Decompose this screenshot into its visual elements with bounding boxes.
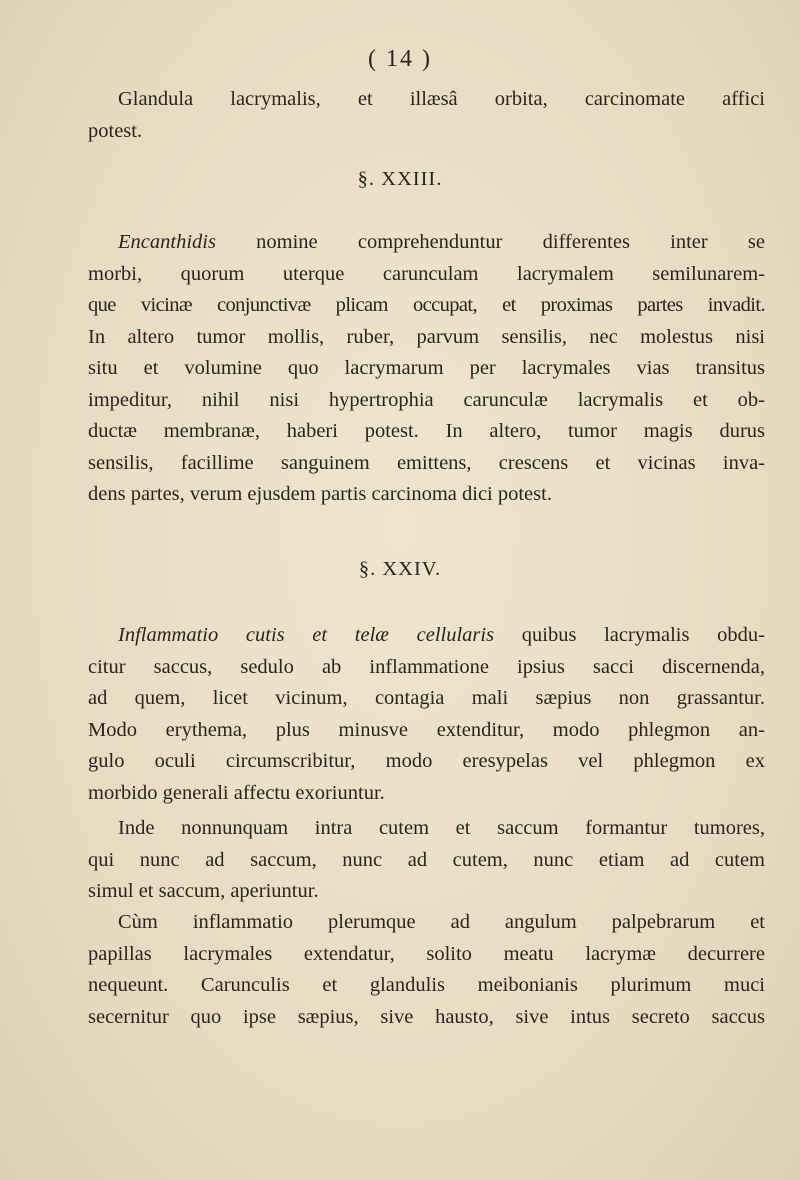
text-fragment: nomine comprehenduntur differentes inter se [215,231,765,253]
text-line: impeditur, nihil nisi hypertrophia carunculæ lacrymalis et ob- [88,388,765,411]
page-number: ( 14 ) [368,46,432,72]
text-line: ductæ membranæ, haberi potest. In altero, tumor magis durus [88,420,765,442]
intro-paragraph [88,84,765,147]
text-line: gulo oculi circumscribitur, modo eresypelas vel phlegmon ex [88,750,765,772]
text-line: qui nunc ad saccum, nunc ad cutem, nunc etiam ad cutem [88,848,765,871]
text-line: In altero tumor mollis, ruber, parvum sensilis, nec molestus nisi [88,325,765,348]
text-fragment: quibus lacrymalis obdu- [494,624,765,646]
text-line [88,227,765,259]
text-line: sensilis, facillime sanguinem emittens, crescens et vicinas inva- [88,451,765,474]
text-line: morbi, quorum uterque carunculam lacrymalem semilunarem- [88,262,765,285]
text-line: nequeunt. Carunculis et glandulis meibonianis plurimum muci [88,974,765,996]
text-line: Inde nonnunquam intra cutem et saccum formantur tumores, [118,817,765,839]
text-line: Glandula lacrymalis, et illæsâ orbita, carcinomate affici [118,88,765,110]
text-line: citur saccus, sedulo ab inflammatione ipsius sacci discernenda, [88,655,765,678]
text-line: potest. [88,119,143,142]
text-line: Modo erythema, plus minusve extenditur, modo phlegmon an- [88,718,765,741]
section-23-paragraph [88,227,765,511]
text-line: morbido generali affectu exoriuntur. [88,781,385,804]
text-line: ad quem, licet vicinum, contagia mali sæpius non grassantur. [88,687,765,709]
section-24-paragraph-3 [88,907,765,1033]
italic-lead-term: Inflammatio cutis et telæ cellularis [118,624,495,646]
section-heading-23: §. XXIII. [357,168,443,190]
text-line: situ et volumine quo lacrymarum per lacrymales vias transitus [88,357,765,379]
text-line: Cùm inflammatio plerumque ad angulum palpebrarum et [118,911,765,933]
text-line: simul et saccum, aperiuntur. [88,880,319,902]
italic-lead-term: Encanthidis [118,231,216,253]
section-heading-24: §. XXIV. [358,558,442,580]
text-line: papillas lacrymales extendatur, solito meatu lacrymæ decurrere [88,942,765,965]
text-line: secernitur quo ipse sæpius, sive hausto, sive intus secreto saccus [88,1005,765,1028]
section-24-paragraph-2 [88,813,765,908]
text-line: que vicinæ conjunctivæ plicam occupat, et proximas partes invadit. [88,294,765,316]
text-line [88,620,765,652]
text-line: dens partes, verum ejusdem partis carcinoma dici potest. [88,483,552,505]
section-24-paragraph-1 [88,620,765,809]
